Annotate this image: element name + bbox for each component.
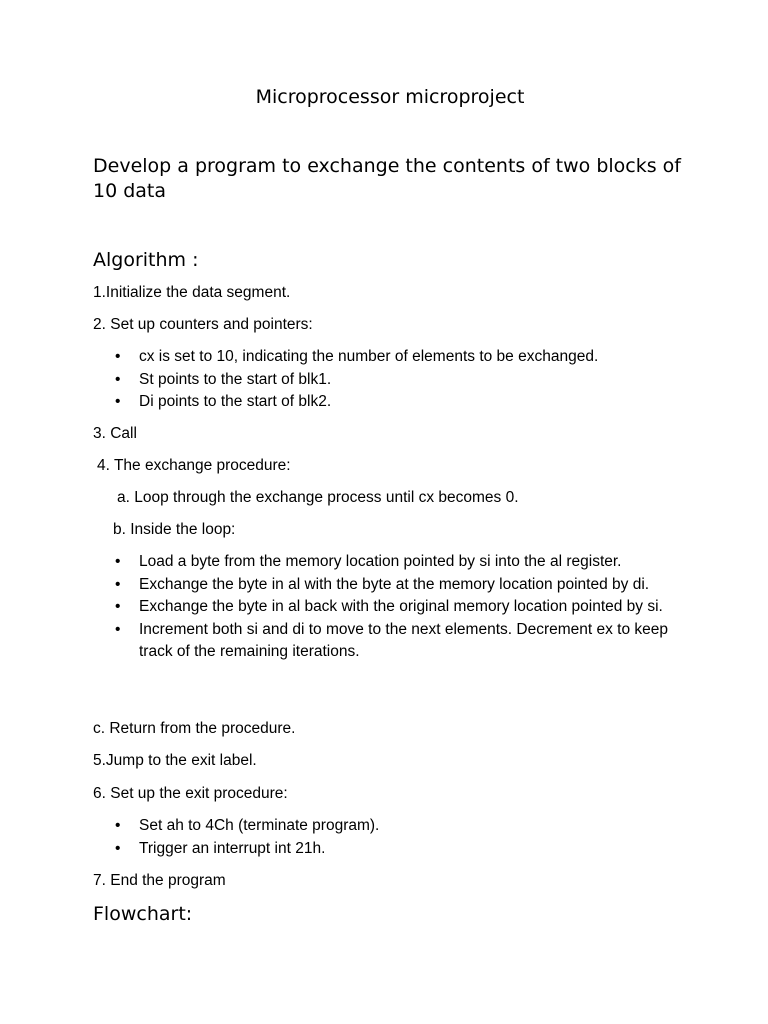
- list-item: • Exchange the byte in al with the byte at the memory location pointed by di.: [93, 574, 683, 597]
- step-2: 2. Set up counters and pointers:: [93, 316, 313, 333]
- list-item: • Set ah to 4Ch (terminate program).: [93, 815, 683, 838]
- list-item: • Trigger an interrupt int 21h.: [93, 838, 683, 861]
- program-description: Develop a program to exchange the contents of two blocks of 10 data: [93, 155, 681, 202]
- step-4a: a. Loop through the exchange process until cx becomes 0.: [117, 489, 519, 506]
- flowchart-heading: Flowchart:: [93, 903, 193, 925]
- algorithm-heading: Algorithm :: [93, 249, 199, 271]
- list-item: • Exchange the byte in al back with the original memory location pointed by si.: [93, 596, 683, 619]
- list-item: • St points to the start of blk1.: [93, 369, 683, 392]
- step-4: 4. The exchange procedure:: [97, 457, 291, 474]
- step-3: 3. Call: [93, 425, 137, 442]
- step-7: 7. End the program: [93, 872, 226, 889]
- document-title: Microprocessor microproject: [255, 86, 525, 108]
- list-item: • Di points to the start of blk2.: [93, 391, 683, 414]
- step-6-bullet-list: [93, 815, 683, 860]
- list-item: • Increment both si and di to move to the next elements. Decrement ex to keep track of the remaining iterations.: [93, 619, 683, 664]
- step-2-bullet-list: [93, 346, 683, 414]
- step-6: 6. Set up the exit procedure:: [93, 785, 288, 802]
- step-4b-bullet-list: [93, 551, 683, 664]
- list-item: • Load a byte from the memory location pointed by si into the al register.: [93, 551, 683, 574]
- step-1: 1.Initialize the data segment.: [93, 284, 291, 301]
- list-item: • cx is set to 10, indicating the number of elements to be exchanged.: [93, 346, 683, 369]
- step-4c: c. Return from the procedure.: [93, 720, 296, 737]
- step-5: 5.Jump to the exit label.: [93, 752, 257, 769]
- step-4b: b. Inside the loop:: [113, 521, 236, 538]
